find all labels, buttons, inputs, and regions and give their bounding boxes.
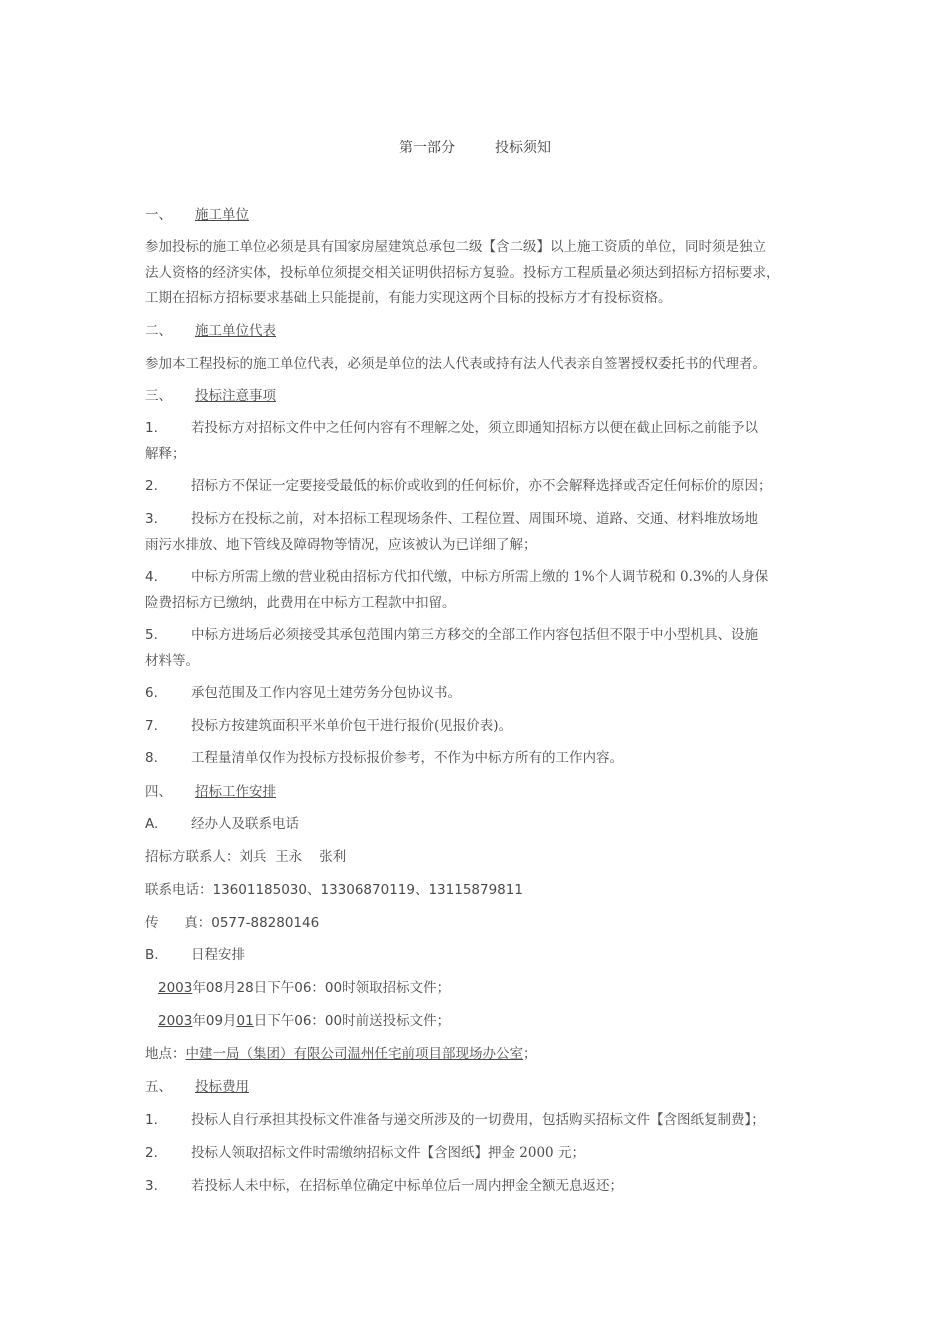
- s3-item-5: 5. 中标方进场后必须接受其承包范围内第三方移交的全部工作内容包括但不限于中小型机具、设施: [145, 627, 758, 643]
- title-part: 第一部分: [399, 140, 455, 156]
- phone-line: [145, 878, 523, 898]
- s3-item-8: 8. 工程量清单仅作为投标方投标报价参考，不作为中标方所有的工作内容。: [145, 750, 623, 766]
- schedule-year: 2003: [158, 1013, 193, 1029]
- section-label: 施工单位: [195, 207, 249, 223]
- section-label: 投标注意事项: [195, 388, 276, 404]
- place-value: 中建一局（集团）有限公司温州任宅前项目部现场办公室: [185, 1046, 523, 1062]
- s5-item-2: 2. 投标人领取招标文件时需缴纳招标文件【含图纸】押金 2000 元；: [145, 1145, 585, 1161]
- section-heading-3: [145, 384, 276, 404]
- section-number: 三、: [145, 388, 172, 404]
- section-label: 招标工作安排: [195, 784, 276, 800]
- s1-body-line-1: 参加投标的施工单位必须是具有国家房屋建筑总承包二级【含二级】以上施工资质的单位，同时须是独立: [145, 239, 766, 255]
- s3-item-4-cont: 险费招标方已缴纳，此费用在中标方工程款中扣留。: [145, 595, 456, 611]
- section-number: 五、: [145, 1079, 172, 1095]
- s3-item-1: 1. 若投标方对招标文件中之任何内容有不理解之处，须立即通知招标方以便在截止回标之前能予以: [145, 420, 758, 436]
- s1-body-line-2: 法人资格的经济实体，投标单位须提交相关证明供招标方复验。投标方工程质量必须达到招标方招标要求，: [145, 265, 780, 281]
- phone-label: 联系电话：: [145, 882, 213, 898]
- s3-item-3-cont: 雨污水排放、地下管线及障碍物等情况，应该被认为已详细了解；: [145, 537, 537, 553]
- s4-subsection-b: B. 日程安排: [145, 947, 245, 963]
- fax-label: 传 真：: [145, 915, 212, 931]
- contact-names: 刘兵 王永 张利: [239, 849, 347, 865]
- section-label: 施工单位代表: [195, 323, 276, 339]
- fax-number: 0577-88280146: [211, 915, 320, 931]
- section-heading-1: [145, 203, 249, 223]
- s5-item-3: 3. 若投标人未中标，在招标单位确定中标单位后一周内押金全额无息返还；: [145, 1178, 623, 1194]
- s3-item-7: 7. 投标方按建筑面积平米单价包干进行报价(见报价表)。: [145, 718, 513, 734]
- s3-item-6: 6. 承包范围及工作内容见土建劳务分包协议书。: [145, 685, 461, 701]
- s3-item-3: 3. 投标方在投标之前，对本招标工程现场条件、工程位置、周围环境、道路、交通、材料堆放场地: [145, 511, 758, 527]
- s2-body: 参加本工程投标的施工单位代表，必须是单位的法人代表或持有法人代表亲自签署授权委托书的代理者。: [145, 356, 766, 372]
- s3-item-2: 2. 招标方不保证一定要接受最低的标价或收到的任何标价，亦不会解释选择或否定任何标价的原因；: [145, 478, 772, 494]
- contact-label: 招标方联系人：: [145, 849, 240, 865]
- s1-body-line-3: 工期在招标方招标要求基础上只能提前，有能力实现这两个目标的投标方才有投标资格。: [145, 290, 672, 306]
- section-heading-4: [145, 780, 276, 800]
- section-number: 四、: [145, 784, 172, 800]
- section-label: 投标费用: [195, 1079, 249, 1095]
- s3-item-5-cont: 材料等。: [145, 653, 199, 669]
- title-name: 投标须知: [495, 140, 551, 156]
- section-heading-5: [145, 1075, 249, 1095]
- s4-subsection-a: A. 经办人及联系电话: [145, 816, 299, 832]
- page-title: [0, 137, 950, 157]
- fax-line: [145, 911, 319, 931]
- s3-item-1-cont: 解释；: [145, 446, 186, 462]
- schedule-line-1: 2003年08月28日下午06：00时领取招标文件；: [158, 980, 451, 996]
- section-number: 二、: [145, 323, 172, 339]
- section-number: 一、: [145, 207, 172, 223]
- s5-item-1: 1. 投标人自行承担其投标文件准备与递交所涉及的一切费用，包括购买招标文件【含图纸复制费】；: [145, 1112, 765, 1128]
- place-line: 地点：中建一局（集团）有限公司温州任宅前项目部现场办公室；: [145, 1046, 537, 1062]
- schedule-year: 2003: [158, 980, 193, 996]
- schedule-line-2: 2003年09月01日下午06：00时前送投标文件；: [158, 1013, 451, 1029]
- section-heading-2: [145, 319, 276, 339]
- place-label: 地点：: [145, 1046, 186, 1062]
- phone-numbers: 13601185030、13306870119、13115879811: [212, 882, 523, 898]
- contact-line: [145, 845, 346, 865]
- s3-item-4: 4. 中标方所需上缴的营业税由招标方代扣代缴，中标方所需上缴的 1%个人调节税和 0.3%的人身保: [145, 569, 769, 585]
